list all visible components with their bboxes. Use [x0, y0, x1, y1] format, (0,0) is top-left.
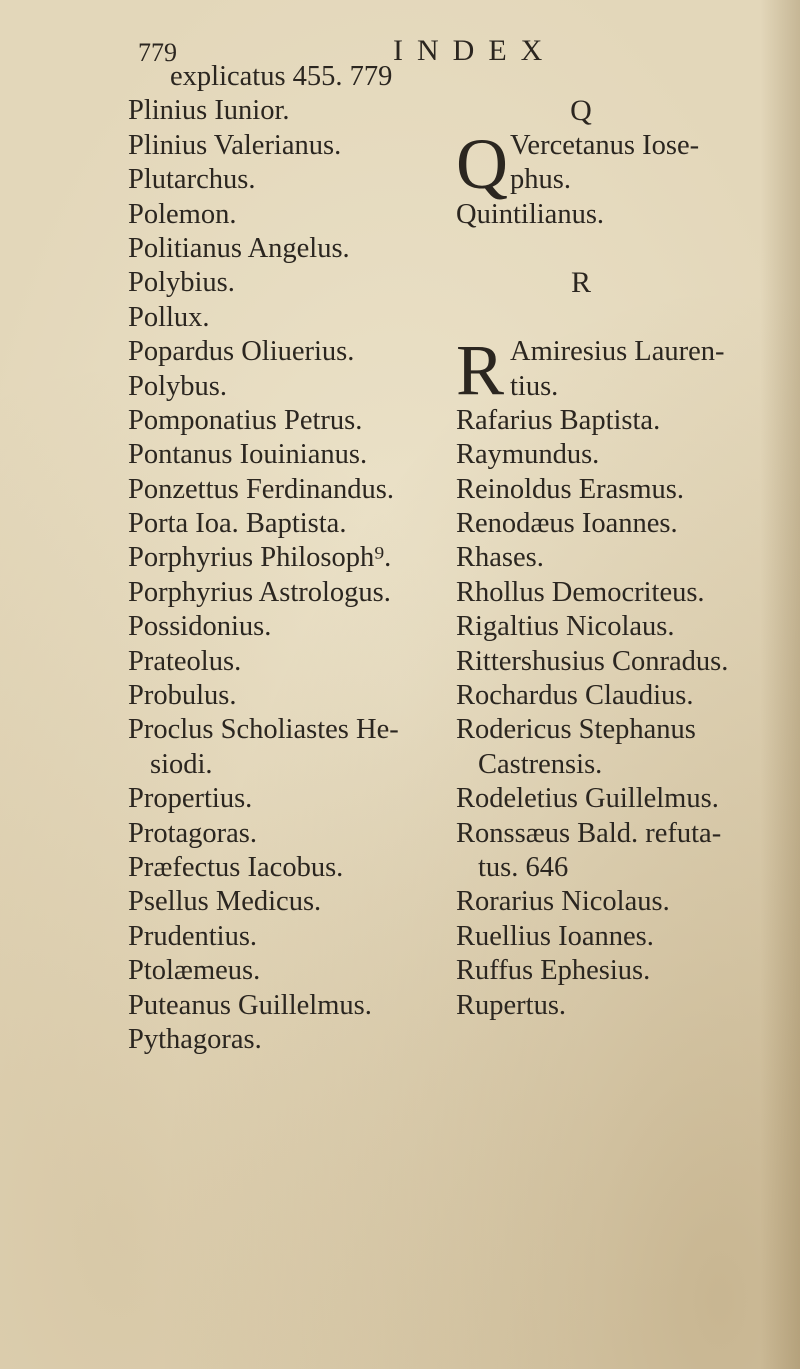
section-letter-r: R [570, 266, 591, 300]
index-entry: Porphyrius Astrologus. [128, 576, 391, 608]
index-entry: Rafarius Baptista. [456, 404, 661, 436]
index-entry: explicatus 455. 779 [170, 61, 393, 92]
index-entry: Rittershusius Conradus. [456, 645, 729, 677]
index-entry: Plinius Valerianus. [128, 129, 342, 161]
section-letter-q: Q [570, 94, 592, 128]
index-entry-continuation: tus. 646 [478, 851, 569, 883]
index-entry: Ruffus Ephesius. [456, 955, 651, 987]
index-entry: Protagoras. [128, 817, 258, 849]
index-entry: Reinoldus Erasmus. [456, 473, 684, 505]
index-entry: Pontanus Iouinianus. [128, 439, 368, 471]
dropcap-q: Q [456, 123, 508, 204]
index-entry: Politianus Angelus. [128, 232, 350, 264]
index-entry: Probulus. [128, 680, 237, 712]
dropcap-r: R [456, 330, 505, 411]
index-entry: Renodæus Ioannes. [456, 508, 678, 540]
index-entry: Propertius. [128, 783, 253, 815]
index-entry: Rhollus Democriteus. [456, 576, 705, 608]
running-head: INDEX [393, 34, 557, 67]
index-entry: Polemon. [128, 198, 237, 230]
index-entry: Puteanus Guillelmus. [128, 989, 372, 1021]
index-entry: Plutarchus. [128, 164, 256, 196]
index-entry: Amiresius Lauren- [510, 336, 725, 368]
index-entry: Prudentius. [128, 920, 258, 952]
index-entry: Pomponatius Petrus. [128, 404, 363, 436]
index-entry: Porta Ioa. Baptista. [128, 508, 347, 540]
index-entry: Rodeletius Guillelmus. [456, 783, 719, 815]
index-entry: Rorarius Nicolaus. [456, 886, 670, 918]
index-entry: Polybius. [128, 267, 235, 299]
index-entry-continuation: Castrensis. [478, 748, 603, 780]
index-entry-continuation: siodi. [150, 748, 213, 780]
index-entry: Polybus. [128, 370, 227, 402]
index-column-right [456, 60, 786, 1023]
index-entry: Vercetanus Iose- [510, 129, 700, 161]
page-number: 779 [138, 38, 177, 67]
index-entry: Rhases. [456, 542, 544, 574]
index-entry: Rochardus Claudius. [456, 680, 694, 712]
index-entry: Pythagoras. [128, 1023, 262, 1055]
index-entry: Rupertus. [456, 989, 567, 1021]
index-entry: Pollux. [128, 301, 210, 333]
index-entry-continuation: tius. [510, 370, 559, 402]
index-entry: Rodericus Stephanus [456, 714, 696, 746]
index-entry: Rigaltius Nicolaus. [456, 611, 675, 643]
index-entry: Ptolæmeus. [128, 955, 261, 987]
index-entry: Popardus Oliuerius. [128, 336, 355, 368]
index-entry: Ruellius Ioannes. [456, 920, 654, 952]
index-entry: Prateolus. [128, 645, 242, 677]
index-entry: Porphyrius Philosoph⁹. [128, 542, 392, 574]
index-entry: Raymundus. [456, 439, 600, 471]
index-column-left [128, 60, 488, 1057]
index-entry: Quintilianus. [456, 198, 605, 230]
index-entry: Possidonius. [128, 611, 272, 643]
index-entry: Præfectus Iacobus. [128, 851, 344, 883]
index-entry: Plinius Iunior. [128, 95, 290, 127]
index-entry: Psellus Medicus. [128, 886, 322, 918]
index-entry: Proclus Scholiastes He- [128, 714, 399, 746]
index-entry-continuation: phus. [510, 164, 571, 196]
index-entry: Ponzettus Ferdinandus. [128, 473, 394, 505]
index-entry: Ronssæus Bald. refuta- [456, 817, 722, 849]
